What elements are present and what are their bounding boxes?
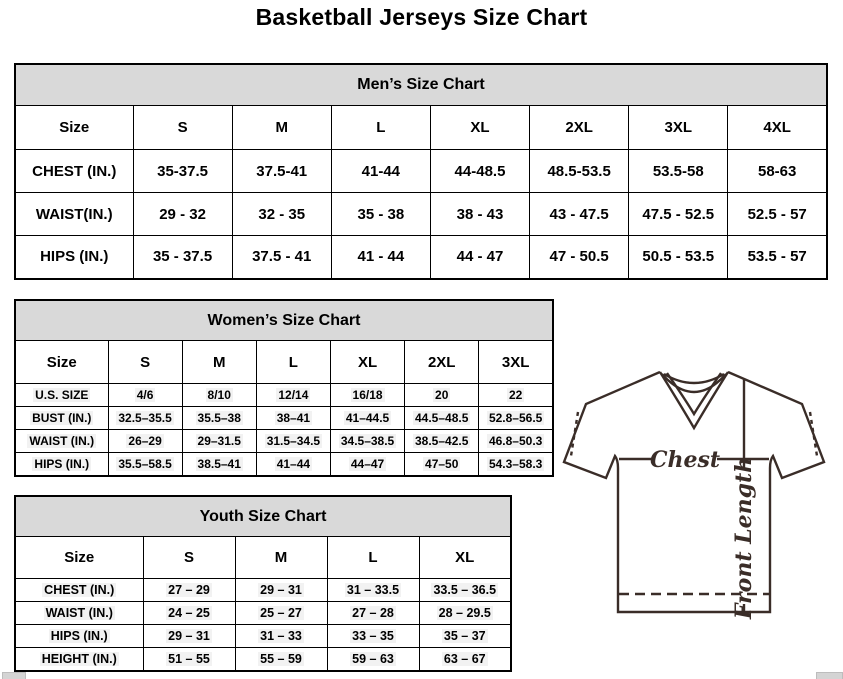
measurement-row [15,384,553,407]
size-value-cell: 50.5 - 53.5 [629,236,728,279]
scrollbar-left-button[interactable] [2,672,26,679]
size-header-cell: 4XL [728,106,827,150]
size-value-cell: 24 – 25 [143,602,235,625]
size-value-cell: 35.5–58.5 [108,453,182,476]
size-header-cell: L [327,537,419,579]
size-header-cell: XL [419,537,511,579]
size-value-cell: 35 - 37.5 [133,236,232,279]
row-label-cell: WAIST (IN.) [15,430,108,453]
size-value-cell: 34.5–38.5 [330,430,404,453]
size-value-cell: 48.5-53.5 [530,150,629,193]
size-value-cell: 44-48.5 [430,150,529,193]
size-value-cell: 47.5 - 52.5 [629,193,728,236]
size-value-cell: 29–31.5 [182,430,256,453]
table-title-row [15,496,511,537]
front-length-label: Front Length [731,456,757,620]
size-value-cell: 37.5 - 41 [232,236,331,279]
size-header-cell: S [108,341,182,384]
size-value-cell: 43 - 47.5 [530,193,629,236]
size-value-cell: 37.5-41 [232,150,331,193]
size-header-cell: 3XL [479,341,553,384]
jersey-measurement-diagram [558,366,830,624]
size-value-cell: 35.5–38 [182,407,256,430]
size-value-cell: 59 – 63 [327,648,419,671]
row-label-cell: HEIGHT (IN.) [15,648,143,671]
size-value-cell: 32.5–35.5 [108,407,182,430]
size-value-cell: 35-37.5 [133,150,232,193]
table-title-row [15,64,827,106]
size-value-cell: 25 – 27 [235,602,327,625]
measurement-row [15,407,553,430]
collar-outer-v [660,372,728,428]
size-value-cell: 54.3–58.3 [479,453,553,476]
size-column-header: Size [15,537,143,579]
size-value-cell: 32 - 35 [232,193,331,236]
size-value-cell: 35 – 37 [419,625,511,648]
size-header-cell: L [256,341,330,384]
size-value-cell: 16/18 [330,384,404,407]
row-label-cell: HIPS (IN.) [15,453,108,476]
youth-size-table [14,495,512,672]
size-header-cell: 2XL [530,106,629,150]
size-header-cell: XL [430,106,529,150]
jersey-diagram-svg [558,366,830,624]
size-value-cell: 29 – 31 [235,579,327,602]
size-value-cell: 38 - 43 [430,193,529,236]
size-value-cell: 58-63 [728,150,827,193]
size-value-cell: 26–29 [108,430,182,453]
jersey-outline [564,372,824,612]
size-value-cell: 27 – 29 [143,579,235,602]
size-value-cell: 12/14 [256,384,330,407]
size-header-cell: M [235,537,327,579]
row-label-cell: WAIST (IN.) [15,602,143,625]
measurement-row [15,193,827,236]
size-value-cell: 33.5 – 36.5 [419,579,511,602]
row-label-cell: HIPS (IN.) [15,625,143,648]
size-header-row [15,106,827,150]
size-value-cell: 53.5-58 [629,150,728,193]
measurement-row [15,453,553,476]
size-value-cell: 47 - 50.5 [530,236,629,279]
size-value-cell: 51 – 55 [143,648,235,671]
size-value-cell: 4/6 [108,384,182,407]
size-value-cell: 29 – 31 [143,625,235,648]
mens-size-table [14,63,828,280]
size-header-cell: 2XL [405,341,479,384]
measurement-row [15,579,511,602]
size-value-cell: 41–44 [256,453,330,476]
size-value-cell: 63 – 67 [419,648,511,671]
size-value-cell: 44 - 47 [430,236,529,279]
size-value-cell: 22 [479,384,553,407]
row-label-cell: CHEST (IN.) [15,150,133,193]
size-value-cell: 28 – 29.5 [419,602,511,625]
size-value-cell: 47–50 [405,453,479,476]
row-label-cell: HIPS (IN.) [15,236,133,279]
measurement-row [15,236,827,279]
size-value-cell: 55 – 59 [235,648,327,671]
measurement-row [15,430,553,453]
size-value-cell: 31 – 33.5 [327,579,419,602]
size-header-cell: L [331,106,430,150]
measurement-row [15,602,511,625]
size-value-cell: 20 [405,384,479,407]
size-value-cell: 44.5–48.5 [405,407,479,430]
womens-size-table [14,299,554,477]
size-header-cell: S [143,537,235,579]
size-value-cell: 31 – 33 [235,625,327,648]
size-value-cell: 35 - 38 [331,193,430,236]
table-title: Women’s Size Chart [15,300,553,341]
size-value-cell: 44–47 [330,453,404,476]
size-value-cell: 38.5–42.5 [405,430,479,453]
size-value-cell: 29 - 32 [133,193,232,236]
size-value-cell: 38.5–41 [182,453,256,476]
size-column-header: Size [15,106,133,150]
size-header-cell: 3XL [629,106,728,150]
page-title: Basketball Jerseys Size Chart [255,4,588,30]
table-title: Men’s Size Chart [15,64,827,106]
size-header-cell: XL [330,341,404,384]
row-label-cell: WAIST(IN.) [15,193,133,236]
row-label-cell: CHEST (IN.) [15,579,143,602]
size-value-cell: 41 - 44 [331,236,430,279]
size-value-cell: 41–44.5 [330,407,404,430]
size-value-cell: 46.8–50.3 [479,430,553,453]
measurement-row [15,648,511,671]
size-header-row [15,537,511,579]
scrollbar-right-button[interactable] [816,672,843,679]
size-value-cell: 41-44 [331,150,430,193]
measurement-row [15,150,827,193]
size-value-cell: 52.8–56.5 [479,407,553,430]
size-value-cell: 8/10 [182,384,256,407]
size-header-cell: M [182,341,256,384]
size-value-cell: 53.5 - 57 [728,236,827,279]
size-value-cell: 38–41 [256,407,330,430]
size-value-cell: 52.5 - 57 [728,193,827,236]
size-header-cell: S [133,106,232,150]
size-header-row [15,341,553,384]
row-label-cell: U.S. SIZE [15,384,108,407]
size-value-cell: 27 – 28 [327,602,419,625]
size-column-header: Size [15,341,108,384]
size-value-cell: 31.5–34.5 [256,430,330,453]
size-value-cell: 33 – 35 [327,625,419,648]
table-title: Youth Size Chart [15,496,511,537]
row-label-cell: BUST (IN.) [15,407,108,430]
measurement-row [15,625,511,648]
chest-label: Chest [649,447,721,473]
table-title-row [15,300,553,341]
size-header-cell: M [232,106,331,150]
